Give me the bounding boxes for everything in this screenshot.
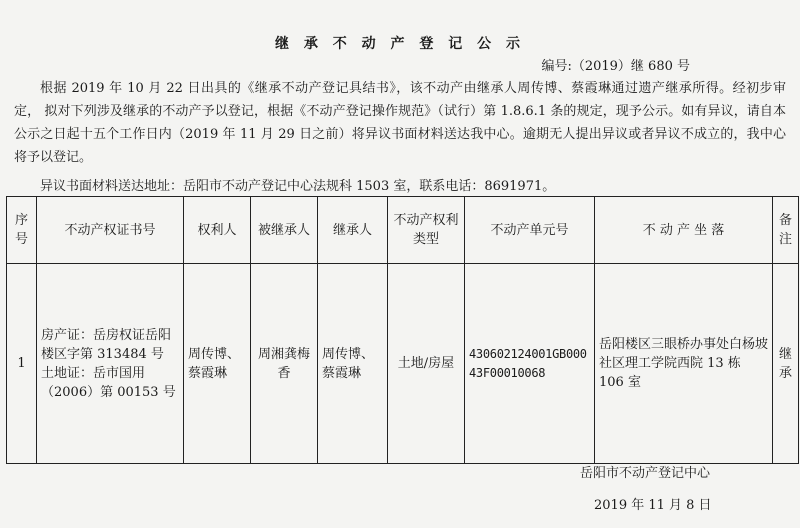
header-seq: 序号	[7, 197, 37, 264]
header-owner: 权利人	[184, 197, 251, 264]
table-row	[7, 264, 799, 464]
notice-paragraph: 根据 2019 年 10 月 22 日出具的《继承不动产登记具结书》，该不动产由继承人周传博、蔡霞琳通过遗产继承所得。经初步审定， 拟对下列涉及继承的不动产予以登记，根据《不动产登记操作规范》（试行）第 1.8.6.1 条的规定，现予公示。如有异议，请自本公示之日起十五个工作日内（2019 年 11 月 29 日之前）将异议书面材料送达我中心。逾期无人提出异议或者异议不成立的，我中心将予以登记。	[14, 81, 786, 165]
cell-unit-no: 430602124001GB00043F00010068	[465, 264, 595, 464]
cell-right-type: 土地/房屋	[388, 264, 465, 464]
objection-address: 异议书面材料送达地址：岳阳市不动产登记中心法规科 1503 室，联系电话：8691971。	[40, 179, 556, 194]
document-title: 继 承 不 动 产 登 记 公 示	[275, 36, 525, 52]
cell-location: 岳阳楼区三眼桥办事处白杨坡社区理工学院西院 13 栋 106 室	[595, 264, 773, 464]
header-unit-no: 不动产单元号	[465, 197, 595, 264]
header-cert-no: 不动产权证书号	[37, 197, 184, 264]
header-right-type: 不动产权利类型	[388, 197, 465, 264]
header-location: 不 动 产 坐 落	[595, 197, 773, 264]
cell-heir: 周传博、蔡霞琳	[318, 264, 388, 464]
header-decedent: 被继承人	[251, 197, 318, 264]
table-header-row	[7, 197, 799, 264]
cell-decedent: 周湘龚梅香	[251, 264, 318, 464]
header-heir: 继承人	[318, 197, 388, 264]
cell-cert-no: 房产证：岳房权证岳阳楼区字第 313484 号 土地证：岳市国用（2006）第 00153 号	[37, 264, 184, 464]
document-number: 编号:（2019）继 680 号	[541, 59, 690, 74]
cell-owner: 周传博、蔡霞琳	[184, 264, 251, 464]
issue-date: 2019 年 11 月 8 日	[594, 498, 712, 513]
registration-table	[6, 196, 799, 464]
cell-remark: 继承	[773, 264, 799, 464]
header-remark: 备注	[773, 197, 799, 264]
cell-seq: 1	[7, 264, 37, 464]
issuing-organization: 岳阳市不动产登记中心	[580, 466, 711, 481]
